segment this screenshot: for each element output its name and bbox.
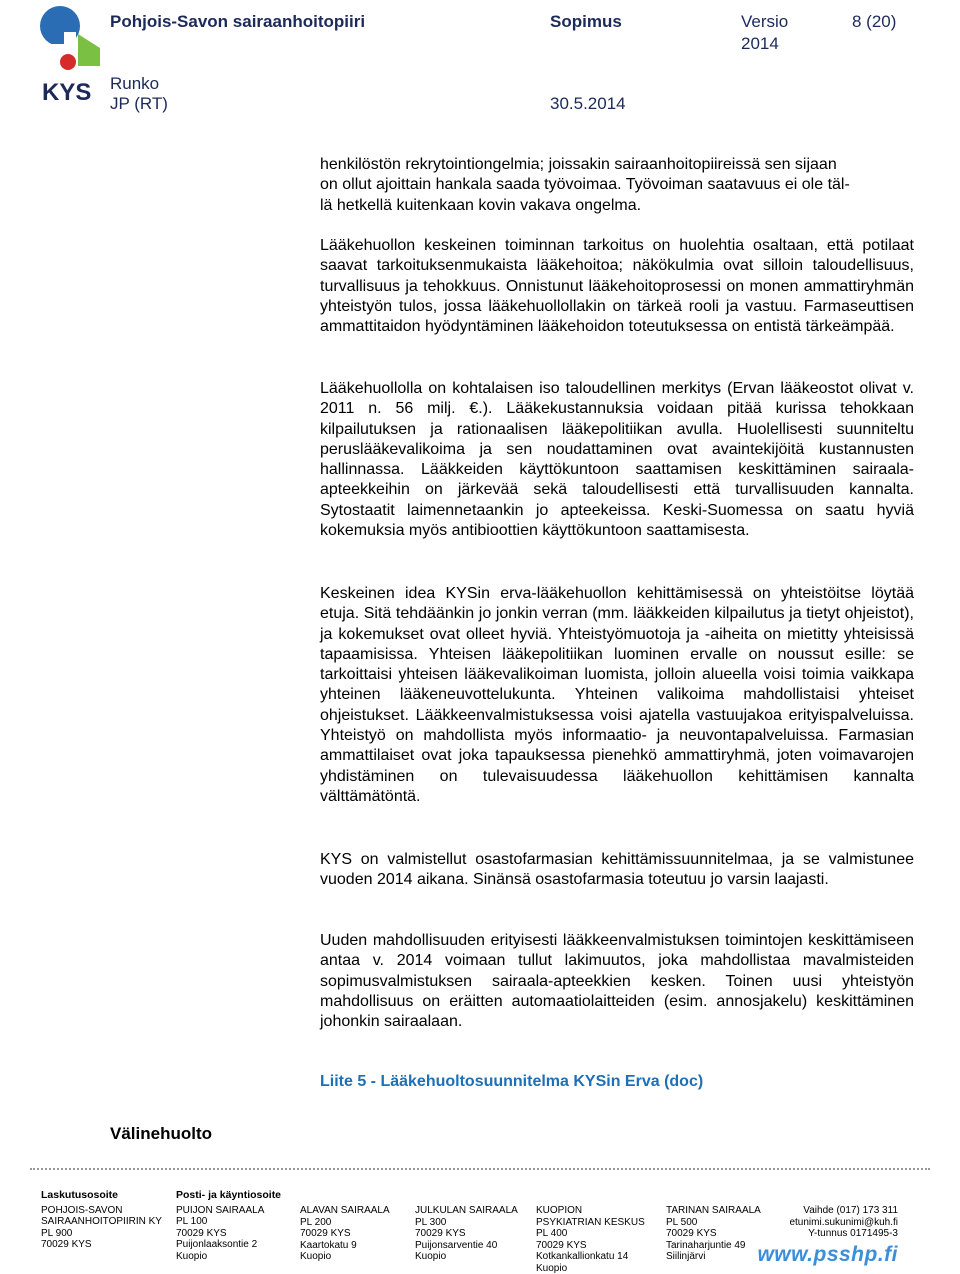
footer-julkula-address: JULKULAN SAIRAALA PL 300 70029 KYS Puijonsarventie 40 Kuopio [415, 1205, 518, 1262]
footer-tarina-address: TARINAN SAIRAALA PL 500 70029 KYS Tarinaharjuntie 49 Siilinjärvi [666, 1205, 761, 1262]
business-id: Y-tunnus 0171495-3 [808, 1228, 898, 1239]
paragraph: KYS on valmistellut osastofarmasian kehittämissuunnitelmaa, ja se valmistunee vuoden 2014 aikana. Sinänsä osastofarmasia toteutuu jo varsin laajasti. [320, 851, 914, 889]
doc-date: 30.5.2014 [550, 94, 626, 113]
email-pattern: etunimi.sukunimi@kuh.fi [789, 1216, 898, 1228]
paragraph: Keskeinen idea KYSin erva-lääkehuollon kehittämisessä on yhteistöitse löytää etuja. Sitä tehdäänkin jo jonkin verran (mm. lääkkeiden kilpailutus ja tietyt ohjeistot), ja kokemukset ovat olleet hyviä. Yhteistyömuotoja ja -aiheita on mietitty yhteisissä tapaamisissa. Yhteisen lääkepolitiikan luominen ervalle on noussut esille: se tarkoittaisi yhteisen lääkevalikoiman luomista, jolloin alueella voisi toimia vaikkapa yhteinen lääkeneuvottelukunta. Yhteinen valikoima mahdollistaisi yhteiset ohjeistukset. Lääkkeenvalmistuksessa voisi ajatella vastuujakoa erityispalveluissa. Yhteistyö on mahdollista myös informaatio- ja neuvontapalveluissa. Farmasian ammattilaiset ovat joka tapauksessa pienehkö ammattiryhmä, joten voimavarojen yhdistäminen on tulevaisuudessa lääkehuollon kehittämisen kannalta välttämätöntä. [320, 585, 914, 805]
logo-green-shape [78, 34, 100, 66]
footer-heading: Posti- ja käyntiosoite [176, 1189, 282, 1201]
version-value: 2014 [741, 34, 779, 53]
version-label: Versio [741, 12, 789, 31]
footer-billing-address: Laskutusosoite POHJOIS-SAVON SAIRAANHOITOPIIRIN KY PL 900 70029 KYS [41, 1189, 162, 1250]
kys-logo [38, 4, 104, 104]
paragraph: Lääkehuollolla on kohtalaisen iso taloudellinen merkitys (Ervan lääkeostot olivat v. 2011 n. 56 milj. €.). Lääkekustannuksia voidaan pitää kurissa tehokkaan kilpailutuksen ja rationaalisen lääkepolitiikan avulla. Huolellisesti suunniteltu peruslääkevalikoima ja sen noudattaminen ovat avaintekijöitä kustannusten hallinnassa. Lääkkeiden käyttökuntoon saattamisen keskittäminen sairaala-apteekkeihin on järkevää sekä taloudellisesti että turvallisuuden kannalta. Sytostaatit laimennetaankin jo apteekeissa. Keski-Suomessa on saatu hyviä kokemuksia myös antibioottien käyttökuntoon saattamisesta. [320, 380, 914, 540]
footer-contact [789, 1205, 898, 1240]
phone-number: Vaihde (017) 173 311 [803, 1205, 898, 1216]
attachment-link[interactable]: Liite 5 - Lääkehuoltosuunnitelma KYSin Erva (doc) [320, 1073, 704, 1090]
section-title: Välinehuolto [110, 1124, 212, 1143]
paragraph: Uuden mahdollisuuden erityisesti lääkkeenvalmistuksen toimintojen keskittämiseen antaa v. 2014 voimaan tullut lakimuutos, joka mahdollistaa mavalmisteiden sopimusvalmistuksen sairaala-apteekkien kesken. Toinen uusi yhteistyön mahdollisuus on eräitten automaatiolaitteiden (esim. annosjakelu) keskittäminen johonkin sairaalaan. [320, 932, 914, 1031]
footer-puijo-address: Posti- ja käyntiosoite PUIJON SAIRAALA PL 100 70029 KYS Puijonlaaksontie 2 Kuopio [176, 1189, 282, 1262]
paragraph-line: lä hetkellä kuitenkaan kovin vakava ongelma. [320, 196, 642, 214]
paragraph-line: henkilöstön rekrytointiongelmia; joissakin sairaanhoitopiireissä sen sijaan [320, 156, 837, 173]
paragraph-continued [320, 155, 850, 216]
logo-red-dot [60, 54, 76, 70]
footer-alava-address: ALAVAN SAIRAALA PL 200 70029 KYS Kaartokatu 9 Kuopio [300, 1205, 390, 1262]
footer-divider [30, 1168, 930, 1170]
organization-name: Pohjois-Savon sairaanhoitopiiri [110, 12, 366, 31]
footer-psychiatry-address: KUOPION PSYKIATRIAN KESKUS PL 400 70029 KYS Kotkankallionkatu 14 Kuopio [536, 1205, 645, 1274]
logo-text: KYS [42, 79, 92, 104]
paragraph: Lääkehuollon keskeinen toiminnan tarkoitus on huolehtia osaltaan, että potilaat saavat tarkoituksenmukaista lääkehoitoa; näkökulmia ovat silloin taloudellisuus, turvallisuus ja tehokkuus. Onnistunut lääkehoitoprosessi on monen ammattiryhmän yhteistyön tulos, jossa lääkehuollollakin on tärkeä rooli ja vastuu. Farmaseuttisen ammattitaidon hyödyntäminen lääkehoidon toteutuksessa on entistä tärkeämpää. [320, 237, 914, 336]
doc-name: Runko [110, 74, 160, 93]
footer-heading: Laskutusosoite [41, 1189, 119, 1201]
author: JP (RT) [110, 94, 168, 113]
page-number: 8 (20) [852, 12, 897, 31]
doc-type: Sopimus [550, 12, 622, 31]
paragraph-line: on ollut ajoittain hankala saada työvoimaa. Työvoiman saatavuus ei ole täl- [320, 176, 850, 194]
website-link[interactable]: www.psshp.fi [757, 1243, 898, 1266]
